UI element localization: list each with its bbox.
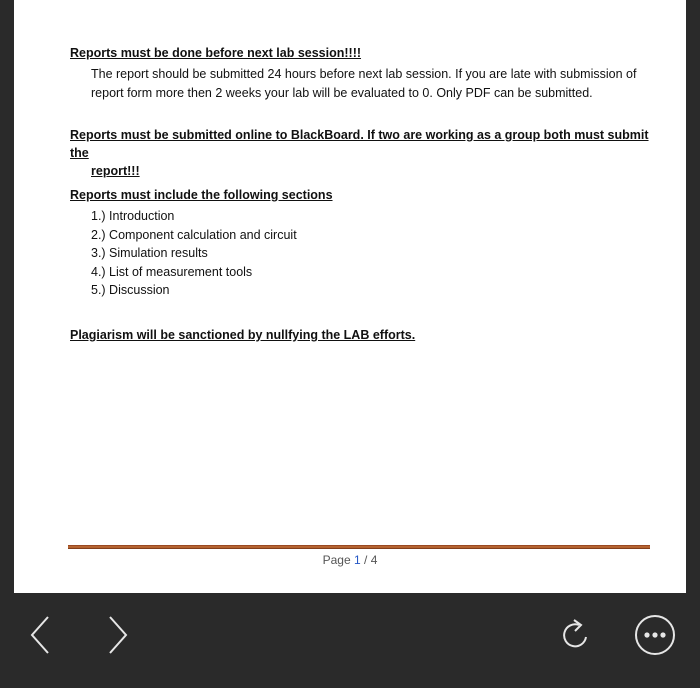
- forward-button[interactable]: [96, 613, 140, 657]
- refresh-icon: [555, 615, 595, 655]
- list-item: 5.) Discussion: [91, 283, 170, 298]
- heading-blackboard: [70, 126, 660, 180]
- chevron-left-icon: [28, 615, 52, 655]
- paragraph-submission-rules: The report should be submitted 24 hours before next lab session. If you are late with submission of report form more then 2 weeks your lab will be evaluated to 0. Only PDF can be submitted.: [91, 67, 637, 100]
- bottom-toolbar: [0, 593, 700, 688]
- list-item: 4.) List of measurement tools: [91, 264, 253, 279]
- list-item: 1.) Introduction: [91, 209, 175, 223]
- heading-blackboard-line1: Reports must be submitted online to BlackBoard. If two are working as a group both must submit the: [70, 128, 649, 160]
- heading-plagiarism: Plagiarism will be sanctioned by nullfying the LAB efforts.: [70, 328, 416, 342]
- footer-rule: [68, 545, 650, 549]
- total-pages: 4: [370, 553, 378, 567]
- current-page: 1: [353, 553, 361, 567]
- heading-sections: Reports must include the following sections: [70, 188, 333, 202]
- heading-deadline: Reports must be done before next lab session!!!!: [70, 46, 362, 60]
- list-item: 2.) Component calculation and circuit: [91, 227, 297, 242]
- chevron-right-icon: [106, 615, 130, 655]
- back-button[interactable]: [18, 613, 62, 657]
- heading-blackboard-line2: report!!!: [91, 164, 140, 178]
- document-page: [14, 0, 686, 593]
- list-item: 3.) Simulation results: [91, 246, 208, 261]
- page-indicator: [14, 553, 686, 567]
- more-options-button[interactable]: [633, 613, 677, 657]
- page-label: Page: [322, 553, 351, 567]
- sections-list: [91, 207, 297, 300]
- refresh-button[interactable]: [553, 613, 597, 657]
- page-separator: /: [364, 553, 368, 567]
- more-options-icon: [634, 614, 676, 656]
